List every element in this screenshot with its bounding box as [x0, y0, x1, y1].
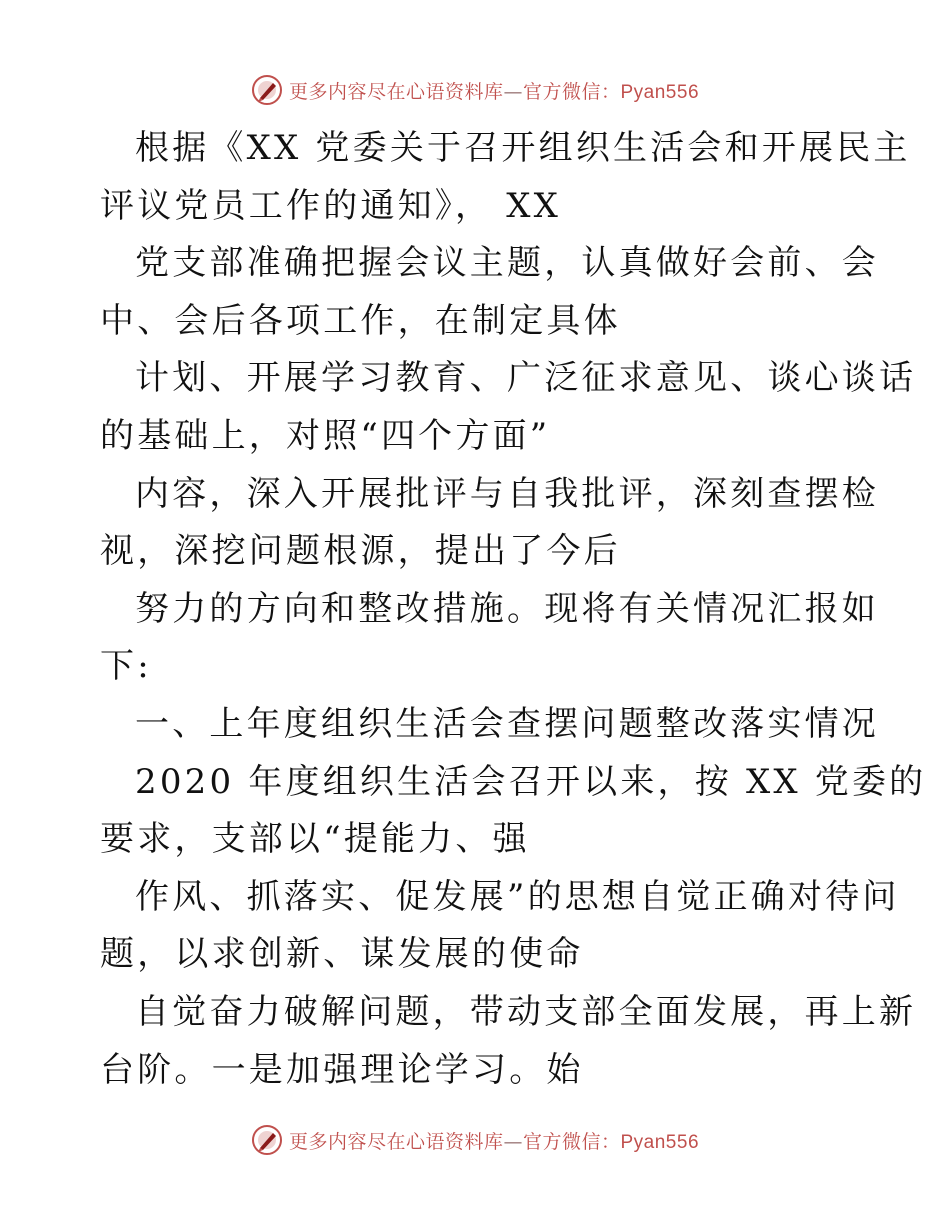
watermark-main: 更多内容尽在心语资料库 [288, 1130, 504, 1153]
watermark-label: 官方微信： [522, 1130, 621, 1153]
watermark-main: 更多内容尽在心语资料库 [288, 80, 504, 103]
text-line: 内容，深入开展批评与自我批评，深刻查摆检 [135, 473, 879, 514]
document-body [100, 120, 927, 1099]
text-line: 自觉奋力破解问题，带动支部全面发展，再上新 [135, 991, 917, 1032]
text-line: 视，深挖问题根源，提出了今后 [100, 531, 621, 572]
text-line: 计划、开展学习教育、广泛征求意见、谈心谈话 [135, 358, 917, 399]
watermark-id: Pyan556 [620, 81, 700, 103]
text-line: 中、会后各项工作，在制定具体 [100, 300, 621, 341]
watermark-id: Pyan556 [620, 1131, 700, 1153]
text-line: 题，以求创新、谋发展的使命 [100, 934, 584, 975]
text-line: 努力的方向和整改措施。现将有关情况汇报如 [135, 588, 879, 629]
watermark-text [289, 77, 699, 104]
footer-watermark [0, 1120, 950, 1160]
text-line: 作风、抓落实、促发展”的思想自觉正确对待问 [135, 876, 900, 917]
watermark-text [289, 1127, 699, 1154]
header-watermark [0, 70, 950, 110]
text-line: 党支部准确把握会议主题，认真做好会前、会 [135, 243, 879, 284]
text-line: 评议党员工作的通知》， XX [100, 185, 562, 226]
watermark-dash: — [503, 1130, 523, 1153]
text-line: 台阶。一是加强理论学习。始 [100, 1049, 584, 1090]
pen-logo-icon [251, 1124, 283, 1156]
text-line: 根据《XX 党委关于召开组织生活会和开展民主 [135, 128, 911, 168]
pen-logo-icon [251, 74, 283, 106]
text-line: 下: [100, 646, 152, 687]
text-line: 要求，支部以“提能力、强 [100, 819, 530, 860]
watermark-dash: — [503, 80, 523, 103]
section-heading: 一、上年度组织生活会查摆问题整改落实情况 [135, 703, 879, 744]
watermark-label: 官方微信： [522, 80, 621, 103]
text-line: 的基础上，对照“四个方面” [100, 415, 551, 456]
text-line: 2020 年度组织生活会召开以来，按 XX 党委的 [135, 761, 927, 802]
